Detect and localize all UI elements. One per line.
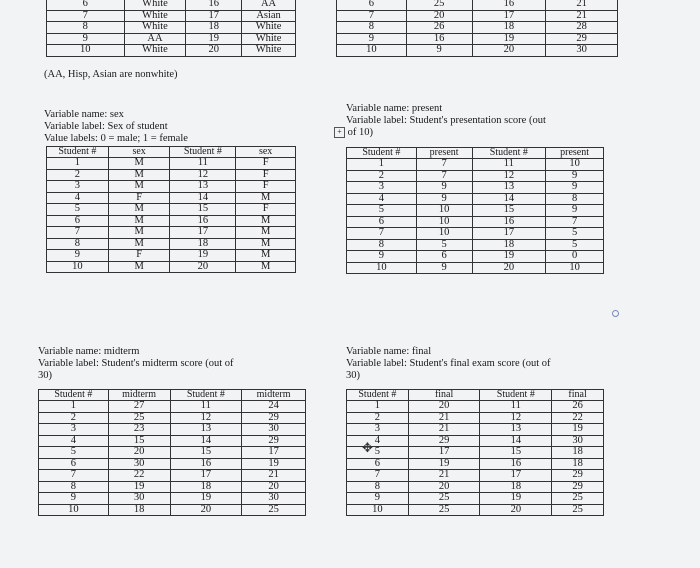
midterm-cell: 23: [108, 424, 170, 436]
present-cell: 10: [546, 159, 604, 171]
present-row: [347, 216, 604, 228]
midterm-cell: 22: [108, 470, 170, 482]
present-row: [347, 228, 604, 240]
final-cell: 21: [408, 470, 480, 482]
sex-cell: 2: [47, 169, 109, 181]
top-right-cell: 29: [546, 33, 618, 45]
sex-cell: M: [108, 215, 170, 227]
sex-value-labels: Value labels: 0 = male; 1 = female: [44, 133, 188, 144]
present-cell: 7: [416, 170, 472, 182]
top-right-cell: 20: [472, 45, 546, 57]
present-cell: 10: [347, 262, 417, 274]
top-left-cell: AA: [124, 33, 186, 45]
final-cell: 25: [408, 493, 480, 505]
final-cell: 29: [552, 481, 604, 493]
present-cell: 9: [416, 193, 472, 205]
present-cell: 18: [472, 239, 546, 251]
sex-cell: 15: [170, 204, 236, 216]
midterm-cell: 17: [242, 447, 306, 459]
midterm-row: [39, 424, 306, 436]
midterm-variable-label-cont: 30): [38, 370, 52, 381]
top-left-cell: 19: [186, 33, 242, 45]
midterm-row: [39, 401, 306, 413]
present-cell: 13: [472, 182, 546, 194]
top-right-cell: 25: [406, 0, 472, 10]
midterm-row: [39, 458, 306, 470]
sex-cell: M: [108, 227, 170, 239]
final-cell: 29: [408, 435, 480, 447]
move-handle-icon[interactable]: +: [334, 127, 345, 138]
sex-row: [47, 215, 296, 227]
top-right-cell: 18: [472, 22, 546, 34]
sex-cell: 18: [170, 238, 236, 250]
top-left-row: [47, 0, 296, 10]
midterm-row: [39, 470, 306, 482]
top-right-cell: 16: [472, 0, 546, 10]
present-row: [347, 159, 604, 171]
final-cell: 18: [480, 481, 552, 493]
present-cell: 8: [347, 239, 417, 251]
midterm-cell: 4: [39, 435, 109, 447]
present-cell: 20: [472, 262, 546, 274]
final-cell: 19: [552, 424, 604, 436]
midterm-cell: 19: [242, 458, 306, 470]
top-left-cell: 8: [47, 22, 125, 34]
sex-row: [47, 181, 296, 193]
top-right-cell: 30: [546, 45, 618, 57]
present-cell: 5: [347, 205, 417, 217]
midterm-cell: 8: [39, 481, 109, 493]
midterm-cell: 18: [170, 481, 242, 493]
top-left-cell: 9: [47, 33, 125, 45]
sex-cell: 1: [47, 158, 109, 170]
present-cell: 5: [546, 239, 604, 251]
final-row: [347, 424, 604, 436]
top-left-cell: 18: [186, 22, 242, 34]
midterm-cell: 19: [170, 493, 242, 505]
present-cell: 0: [546, 251, 604, 263]
final-variable-label-cont: 30): [346, 370, 360, 381]
present-cell: 1: [347, 159, 417, 171]
final-cell: 18: [552, 458, 604, 470]
final-header: Student #: [480, 390, 552, 401]
sex-header: Student #: [170, 147, 236, 158]
sex-cell: 20: [170, 261, 236, 273]
sex-row: [47, 238, 296, 250]
sex-cell: 7: [47, 227, 109, 239]
sex-cell: M: [236, 250, 296, 262]
top-right-cell: 6: [337, 0, 407, 10]
top-right-cell: 20: [406, 10, 472, 22]
top-right-cell: 10: [337, 45, 407, 57]
midterm-header: Student #: [39, 390, 109, 401]
final-row: [347, 401, 604, 413]
sex-cell: M: [108, 238, 170, 250]
midterm-cell: 14: [170, 435, 242, 447]
final-cell: 26: [552, 401, 604, 413]
top-left-cell: White: [124, 45, 186, 57]
midterm-cell: 24: [242, 401, 306, 413]
midterm-variable-label: Variable label: Student's midterm score (out of: [38, 358, 234, 369]
present-variable-label: Variable label: Student's presentation score (out: [346, 115, 546, 126]
sex-row: [47, 261, 296, 273]
top-left-row: [47, 45, 296, 57]
present-cell: 6: [416, 251, 472, 263]
present-cell: 15: [472, 205, 546, 217]
final-cell: 20: [408, 481, 480, 493]
midterm-cell: 11: [170, 401, 242, 413]
present-cell: 5: [546, 228, 604, 240]
sex-cell: 11: [170, 158, 236, 170]
top-left-cell: 6: [47, 0, 125, 10]
present-cell: 12: [472, 170, 546, 182]
present-cell: 14: [472, 193, 546, 205]
present-cell: 2: [347, 170, 417, 182]
final-row: [347, 412, 604, 424]
top-right-table: [336, 0, 618, 57]
present-cell: 4: [347, 193, 417, 205]
sex-cell: M: [236, 192, 296, 204]
midterm-cell: 25: [242, 504, 306, 516]
present-cell: 9: [546, 182, 604, 194]
final-cell: 4: [347, 435, 409, 447]
top-left-cell: White: [242, 33, 296, 45]
final-table: [346, 389, 604, 516]
final-cell: 9: [347, 493, 409, 505]
final-cell: 18: [552, 447, 604, 459]
final-cell: 14: [480, 435, 552, 447]
top-left-cell: 17: [186, 10, 242, 22]
midterm-row: [39, 493, 306, 505]
present-cell: 7: [416, 159, 472, 171]
final-row: [347, 435, 604, 447]
final-cell: 22: [552, 412, 604, 424]
midterm-cell: 29: [242, 435, 306, 447]
sex-header: sex: [108, 147, 170, 158]
top-right-cell: 28: [546, 22, 618, 34]
midterm-cell: 1: [39, 401, 109, 413]
midterm-row: [39, 481, 306, 493]
present-row: [347, 205, 604, 217]
midterm-row: [39, 412, 306, 424]
midterm-cell: 3: [39, 424, 109, 436]
present-cell: 9: [416, 182, 472, 194]
final-cell: 19: [408, 458, 480, 470]
present-variable-label-cont: [334, 127, 373, 139]
top-left-cell: 20: [186, 45, 242, 57]
top-left-row: [47, 33, 296, 45]
midterm-cell: 30: [108, 458, 170, 470]
sex-cell: M: [236, 261, 296, 273]
final-cell: 25: [408, 504, 480, 516]
final-cell: 6: [347, 458, 409, 470]
present-row: [347, 262, 604, 274]
top-right-cell: 9: [406, 45, 472, 57]
present-table: [346, 147, 604, 274]
top-left-cell: White: [124, 22, 186, 34]
top-right-row: [337, 10, 618, 22]
present-header: Student #: [347, 148, 417, 159]
midterm-cell: 13: [170, 424, 242, 436]
top-right-cell: 19: [472, 33, 546, 45]
midterm-cell: 30: [242, 424, 306, 436]
top-left-cell: White: [242, 45, 296, 57]
top-right-cell: 21: [546, 10, 618, 22]
sex-variable-name: Variable name: sex: [44, 109, 124, 120]
sex-cell: M: [108, 261, 170, 273]
top-left-cell: 10: [47, 45, 125, 57]
sex-cell: M: [236, 227, 296, 239]
midterm-cell: 15: [108, 435, 170, 447]
present-cell: 10: [416, 228, 472, 240]
top-left-cell: White: [124, 0, 186, 10]
midterm-cell: 19: [108, 481, 170, 493]
present-cell: 9: [546, 170, 604, 182]
top-left-cell: AA: [242, 0, 296, 10]
sex-cell: F: [108, 192, 170, 204]
present-row: [347, 170, 604, 182]
top-right-cell: 17: [472, 10, 546, 22]
sex-cell: 6: [47, 215, 109, 227]
midterm-cell: 18: [108, 504, 170, 516]
top-right-cell: 7: [337, 10, 407, 22]
sex-row: [47, 250, 296, 262]
sex-cell: M: [108, 204, 170, 216]
top-left-cell: 7: [47, 10, 125, 22]
midterm-row: [39, 504, 306, 516]
sex-row: [47, 169, 296, 181]
final-cell: 20: [480, 504, 552, 516]
final-cell: 20: [408, 401, 480, 413]
sex-row: [47, 158, 296, 170]
top-left-table: [46, 0, 296, 57]
sex-cell: 14: [170, 192, 236, 204]
final-cell: 8: [347, 481, 409, 493]
top-right-cell: 21: [546, 0, 618, 10]
sex-row: [47, 192, 296, 204]
present-cell: 3: [347, 182, 417, 194]
sex-cell: M: [236, 215, 296, 227]
midterm-cell: 17: [170, 470, 242, 482]
midterm-cell: 30: [242, 493, 306, 505]
midterm-cell: 20: [108, 447, 170, 459]
final-cell: 17: [480, 470, 552, 482]
top-right-cell: 8: [337, 22, 407, 34]
final-cell: 29: [552, 470, 604, 482]
midterm-row: [39, 447, 306, 459]
top-left-row: [47, 22, 296, 34]
top-left-cell: 16: [186, 0, 242, 10]
present-cell: 9: [416, 262, 472, 274]
present-header: present: [416, 148, 472, 159]
midterm-cell: 16: [170, 458, 242, 470]
top-right-row: [337, 33, 618, 45]
final-header: final: [552, 390, 604, 401]
final-cell: 12: [480, 412, 552, 424]
sex-cell: M: [108, 169, 170, 181]
top-right-row: [337, 22, 618, 34]
final-cell: 16: [480, 458, 552, 470]
final-header: final: [408, 390, 480, 401]
final-variable-label: Variable label: Student's final exam score (out of: [346, 358, 551, 369]
final-row: [347, 458, 604, 470]
present-cell: 10: [416, 216, 472, 228]
sex-cell: 16: [170, 215, 236, 227]
midterm-cell: 15: [170, 447, 242, 459]
present-cell: 10: [546, 262, 604, 274]
top-right-row: [337, 45, 618, 57]
present-header: Student #: [472, 148, 546, 159]
present-cell: 9: [546, 205, 604, 217]
final-cell: 19: [480, 493, 552, 505]
midterm-cell: 5: [39, 447, 109, 459]
final-row: [347, 481, 604, 493]
final-cell: 25: [552, 504, 604, 516]
final-cell: 21: [408, 412, 480, 424]
present-cell: 8: [546, 193, 604, 205]
top-left-cell: White: [242, 22, 296, 34]
sex-cell: M: [236, 238, 296, 250]
midterm-cell: 12: [170, 412, 242, 424]
final-row: [347, 504, 604, 516]
final-cell: 17: [408, 447, 480, 459]
top-right-cell: 16: [406, 33, 472, 45]
final-cell: 10: [347, 504, 409, 516]
nonwhite-note: (AA, Hisp, Asian are nonwhite): [44, 69, 178, 80]
final-cell: 7: [347, 470, 409, 482]
sex-row: [47, 204, 296, 216]
present-cell: 6: [347, 216, 417, 228]
final-cell: 5: [347, 447, 409, 459]
present-cell: 10: [416, 205, 472, 217]
final-row: [347, 470, 604, 482]
final-variable-name: Variable name: final: [346, 346, 432, 357]
top-left-row: [47, 10, 296, 22]
present-cell: 11: [472, 159, 546, 171]
midterm-cell: 25: [108, 412, 170, 424]
sex-header: sex: [236, 147, 296, 158]
midterm-cell: 27: [108, 401, 170, 413]
sex-cell: 13: [170, 181, 236, 193]
sex-cell: M: [108, 181, 170, 193]
present-cell: 16: [472, 216, 546, 228]
midterm-cell: 20: [170, 504, 242, 516]
present-cell: 17: [472, 228, 546, 240]
midterm-header: midterm: [242, 390, 306, 401]
final-row: [347, 447, 604, 459]
sex-row: [47, 227, 296, 239]
midterm-table: [38, 389, 306, 516]
present-row: [347, 251, 604, 263]
midterm-header: Student #: [170, 390, 242, 401]
top-right-cell: 26: [406, 22, 472, 34]
midterm-cell: 2: [39, 412, 109, 424]
present-header: present: [546, 148, 604, 159]
sex-cell: F: [236, 169, 296, 181]
final-cell: 21: [408, 424, 480, 436]
present-row: [347, 193, 604, 205]
present-cell: 7: [546, 216, 604, 228]
midterm-variable-name: Variable name: midterm: [38, 346, 140, 357]
midterm-cell: 29: [242, 412, 306, 424]
sex-cell: F: [108, 250, 170, 262]
sex-cell: 10: [47, 261, 109, 273]
move-cursor-icon: ✥: [362, 440, 373, 455]
final-cell: 30: [552, 435, 604, 447]
present-row: [347, 182, 604, 194]
sex-cell: F: [236, 181, 296, 193]
sex-variable-label: Variable label: Sex of student: [44, 121, 168, 132]
final-cell: 13: [480, 424, 552, 436]
final-cell: 1: [347, 401, 409, 413]
top-left-cell: Asian: [242, 10, 296, 22]
present-cell: 19: [472, 251, 546, 263]
top-right-row: [337, 0, 618, 10]
sex-table: [46, 146, 296, 273]
sex-cell: F: [236, 158, 296, 170]
sex-cell: 17: [170, 227, 236, 239]
final-header: Student #: [347, 390, 409, 401]
midterm-header: midterm: [108, 390, 170, 401]
sex-cell: 12: [170, 169, 236, 181]
sex-header: Student #: [47, 147, 109, 158]
present-label-cont-text: of 10): [347, 127, 373, 138]
midterm-cell: 6: [39, 458, 109, 470]
sex-cell: 5: [47, 204, 109, 216]
midterm-cell: 10: [39, 504, 109, 516]
sex-cell: 9: [47, 250, 109, 262]
final-cell: 25: [552, 493, 604, 505]
sex-cell: 4: [47, 192, 109, 204]
final-cell: 2: [347, 412, 409, 424]
sex-cell: F: [236, 204, 296, 216]
present-cell: 5: [416, 239, 472, 251]
sex-cell: 3: [47, 181, 109, 193]
present-row: [347, 239, 604, 251]
present-cell: 9: [347, 251, 417, 263]
resize-handle-icon[interactable]: [612, 310, 619, 317]
top-left-cell: White: [124, 10, 186, 22]
present-cell: 7: [347, 228, 417, 240]
final-cell: 15: [480, 447, 552, 459]
final-cell: 11: [480, 401, 552, 413]
present-variable-name: Variable name: present: [346, 103, 443, 114]
final-cell: 3: [347, 424, 409, 436]
midterm-cell: 20: [242, 481, 306, 493]
sex-cell: M: [108, 158, 170, 170]
sex-cell: 8: [47, 238, 109, 250]
midterm-cell: 30: [108, 493, 170, 505]
midterm-cell: 9: [39, 493, 109, 505]
midterm-row: [39, 435, 306, 447]
final-row: [347, 493, 604, 505]
top-right-cell: 9: [337, 33, 407, 45]
midterm-cell: 21: [242, 470, 306, 482]
sex-cell: 19: [170, 250, 236, 262]
midterm-cell: 7: [39, 470, 109, 482]
